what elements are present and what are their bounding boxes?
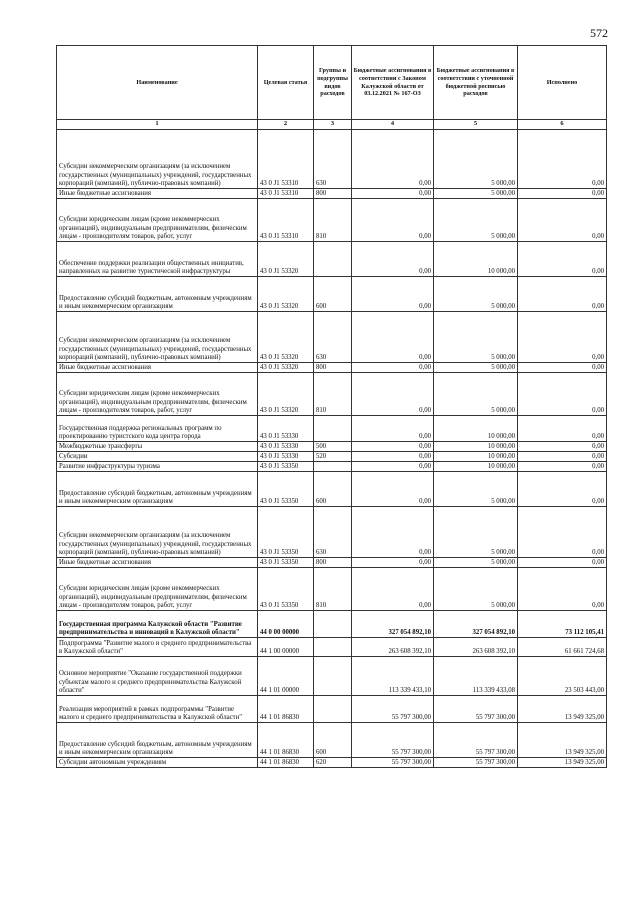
column-number: 6	[518, 120, 607, 130]
row-assign-updated: 5 000,00	[434, 277, 518, 312]
row-assign-law: 263 608 392,10	[352, 638, 434, 657]
row-assign-updated: 5 000,00	[434, 189, 518, 199]
table-row	[57, 416, 607, 442]
row-assign-law: 0,00	[352, 452, 434, 462]
row-group-code: 800	[314, 558, 352, 568]
table-row	[57, 758, 607, 768]
row-assign-law: 0,00	[352, 242, 434, 277]
row-assign-law: 0,00	[352, 568, 434, 611]
row-assign-updated: 55 797 300,00	[434, 758, 518, 768]
page-number: 572	[590, 26, 608, 40]
row-assign-updated: 10 000,00	[434, 242, 518, 277]
header-row	[57, 46, 607, 120]
row-executed: 0,00	[518, 130, 607, 189]
row-target-code: 43 0 J1 53320	[258, 373, 314, 416]
row-group-code: 800	[314, 363, 352, 373]
row-executed: 61 661 724,68	[518, 638, 607, 657]
row-group-code: 630	[314, 507, 352, 558]
table-row	[57, 696, 607, 723]
row-assign-updated: 55 797 300,00	[434, 723, 518, 758]
row-assign-law: 0,00	[352, 558, 434, 568]
table-row	[57, 568, 607, 611]
row-target-code: 43 0 J1 53310	[258, 189, 314, 199]
table-row	[57, 657, 607, 696]
table-row	[57, 363, 607, 373]
table-row	[57, 312, 607, 363]
row-name: Реализация мероприятий в рамках подпрограммы "Развитие малого и среднего предпринимательства в Калужской области"	[57, 696, 258, 723]
row-executed: 0,00	[518, 568, 607, 611]
row-assign-updated: 5 000,00	[434, 558, 518, 568]
row-assign-law: 0,00	[352, 416, 434, 442]
table-row	[57, 130, 607, 189]
row-group-code: 500	[314, 442, 352, 452]
row-name: Субсидии юридическим лицам (кроме некоммерческих организаций), индивидуальным предпринимателям, физическим лицам - производителям товаров, работ, услуг	[57, 568, 258, 611]
row-assign-law: 0,00	[352, 442, 434, 452]
row-executed: 0,00	[518, 199, 607, 242]
row-assign-law: 55 797 300,00	[352, 696, 434, 723]
row-assign-updated: 10 000,00	[434, 462, 518, 472]
row-assign-updated: 5 000,00	[434, 472, 518, 507]
row-name: Предоставление субсидий бюджетным, автономным учреждениям и иным некоммерческим организациям	[57, 723, 258, 758]
row-target-code: 43 0 J1 53320	[258, 277, 314, 312]
row-executed: 23 503 443,00	[518, 657, 607, 696]
row-group-code: 810	[314, 199, 352, 242]
table-row	[57, 242, 607, 277]
row-group-code	[314, 696, 352, 723]
row-group-code	[314, 242, 352, 277]
column-number: 5	[434, 120, 518, 130]
row-group-code: 620	[314, 758, 352, 768]
row-name: Иные бюджетные ассигнования	[57, 558, 258, 568]
row-name: Субсидии юридическим лицам (кроме некоммерческих организаций), индивидуальным предпринимателям, физическим лицам - производителям товаров, работ, услуг	[57, 199, 258, 242]
row-assign-updated: 5 000,00	[434, 130, 518, 189]
row-target-code: 44 1 00 00000	[258, 638, 314, 657]
row-executed: 0,00	[518, 277, 607, 312]
row-executed: 73 112 105,41	[518, 611, 607, 638]
column-number: 4	[352, 120, 434, 130]
row-assign-law: 0,00	[352, 462, 434, 472]
row-target-code: 43 0 J1 53310	[258, 130, 314, 189]
row-executed: 0,00	[518, 189, 607, 199]
row-assign-law: 113 339 433,10	[352, 657, 434, 696]
row-executed: 0,00	[518, 416, 607, 442]
table-row	[57, 558, 607, 568]
row-assign-updated: 327 054 892,10	[434, 611, 518, 638]
row-group-code	[314, 611, 352, 638]
header-executed: Исполнено	[518, 46, 607, 120]
header-assign-law: Бюджетные ассигнования в соответствии с Законом Калужской области от 03.12.2021 № 167-ОЗ	[352, 46, 434, 120]
row-group-code: 520	[314, 452, 352, 462]
row-executed: 13 949 325,00	[518, 758, 607, 768]
row-group-code: 600	[314, 277, 352, 312]
row-name: Субсидии	[57, 452, 258, 462]
column-numbers-row	[57, 120, 607, 130]
row-target-code: 43 0 J1 53320	[258, 363, 314, 373]
row-assign-law: 0,00	[352, 312, 434, 363]
row-assign-updated: 5 000,00	[434, 363, 518, 373]
row-target-code: 43 0 J1 53350	[258, 568, 314, 611]
row-group-code	[314, 657, 352, 696]
row-name: Основное мероприятие "Оказание государственной поддержки субъектам малого и среднего предпринимательства Калужской области"	[57, 657, 258, 696]
row-assign-law: 0,00	[352, 472, 434, 507]
row-group-code	[314, 416, 352, 442]
row-executed: 0,00	[518, 472, 607, 507]
table-row	[57, 452, 607, 462]
row-executed: 0,00	[518, 373, 607, 416]
row-name: Субсидии автономным учреждениям	[57, 758, 258, 768]
row-assign-law: 0,00	[352, 507, 434, 558]
row-name: Межбюджетные трансферты	[57, 442, 258, 452]
row-group-code: 600	[314, 723, 352, 758]
row-name: Развитие инфраструктуры туризма	[57, 462, 258, 472]
row-executed: 0,00	[518, 242, 607, 277]
table-row	[57, 277, 607, 312]
row-name: Государственная программа Калужской области "Развитие предпринимательства и инноваций в Калужской области"	[57, 611, 258, 638]
table-row	[57, 442, 607, 452]
row-assign-law: 0,00	[352, 363, 434, 373]
row-target-code: 43 0 J1 53330	[258, 452, 314, 462]
row-name: Субсидии некоммерческим организациям (за исключением государственных (муниципальных) учреждений, государственных корпораций (компаний), публично-правовых компаний)	[57, 130, 258, 189]
row-target-code: 43 0 J1 53320	[258, 312, 314, 363]
row-assign-updated: 5 000,00	[434, 507, 518, 558]
row-executed: 0,00	[518, 442, 607, 452]
row-name: Предоставление субсидий бюджетным, автономным учреждениям и иным некоммерческим организациям	[57, 277, 258, 312]
row-assign-law: 0,00	[352, 277, 434, 312]
row-executed: 0,00	[518, 462, 607, 472]
row-assign-updated: 55 797 300,00	[434, 696, 518, 723]
row-name: Предоставление субсидий бюджетным, автономным учреждениям и иным некоммерческим организациям	[57, 472, 258, 507]
row-group-code: 630	[314, 312, 352, 363]
row-assign-updated: 10 000,00	[434, 452, 518, 462]
row-assign-updated: 113 339 433,08	[434, 657, 518, 696]
row-group-code: 800	[314, 189, 352, 199]
row-assign-updated: 5 000,00	[434, 568, 518, 611]
header-target: Целевая статья	[258, 46, 314, 120]
row-target-code: 43 0 J1 53350	[258, 462, 314, 472]
table-row	[57, 723, 607, 758]
row-name: Субсидии некоммерческим организациям (за исключением государственных (муниципальных) учреждений, государственных корпораций (компаний), публично-правовых компаний)	[57, 312, 258, 363]
table-row	[57, 189, 607, 199]
row-assign-law: 55 797 300,00	[352, 723, 434, 758]
row-name: Субсидии некоммерческим организациям (за исключением государственных (муниципальных) учреждений, государственных корпораций (компаний), публично-правовых компаний)	[57, 507, 258, 558]
row-executed: 0,00	[518, 452, 607, 462]
row-executed: 13 949 325,00	[518, 696, 607, 723]
row-assign-updated: 263 608 392,10	[434, 638, 518, 657]
row-group-code: 630	[314, 130, 352, 189]
row-target-code: 44 1 01 00000	[258, 657, 314, 696]
row-target-code: 43 0 J1 53310	[258, 199, 314, 242]
row-target-code: 43 0 J1 53350	[258, 558, 314, 568]
table-row	[57, 507, 607, 558]
row-name: Иные бюджетные ассигнования	[57, 189, 258, 199]
row-executed: 0,00	[518, 507, 607, 558]
row-assign-updated: 10 000,00	[434, 442, 518, 452]
row-executed: 13 949 325,00	[518, 723, 607, 758]
row-assign-law: 0,00	[352, 373, 434, 416]
row-assign-updated: 5 000,00	[434, 373, 518, 416]
row-executed: 0,00	[518, 363, 607, 373]
row-executed: 0,00	[518, 312, 607, 363]
row-target-code: 44 1 01 86830	[258, 758, 314, 768]
row-target-code: 43 0 J1 53330	[258, 442, 314, 452]
row-assign-updated: 5 000,00	[434, 199, 518, 242]
table-row	[57, 611, 607, 638]
row-target-code: 43 0 J1 53350	[258, 507, 314, 558]
row-target-code: 44 1 01 86830	[258, 696, 314, 723]
row-group-code: 810	[314, 568, 352, 611]
table-row	[57, 472, 607, 507]
row-group-code: 600	[314, 472, 352, 507]
row-group-code: 810	[314, 373, 352, 416]
table-row	[57, 373, 607, 416]
row-name: Обеспечение поддержки реализации общественных инициатив, направленных на развитие туристической инфраструктуры	[57, 242, 258, 277]
table-row	[57, 199, 607, 242]
row-assign-updated: 5 000,00	[434, 312, 518, 363]
budget-table	[56, 45, 607, 768]
row-target-code: 43 0 J1 53320	[258, 242, 314, 277]
table-body	[57, 130, 607, 768]
row-assign-law: 327 054 892,10	[352, 611, 434, 638]
table-row	[57, 462, 607, 472]
header-assign-updated: Бюджетные ассигнования в соответствии с уточненной бюджетной росписью расходов	[434, 46, 518, 120]
row-assign-updated: 10 000,00	[434, 416, 518, 442]
row-target-code: 44 1 01 86830	[258, 723, 314, 758]
header-name: Наименование	[57, 46, 258, 120]
row-group-code	[314, 462, 352, 472]
row-group-code	[314, 638, 352, 657]
row-assign-law: 0,00	[352, 130, 434, 189]
row-target-code: 43 0 J1 53330	[258, 416, 314, 442]
row-executed: 0,00	[518, 558, 607, 568]
column-number: 1	[57, 120, 258, 130]
row-name: Иные бюджетные ассигнования	[57, 363, 258, 373]
column-number: 3	[314, 120, 352, 130]
row-assign-law: 55 797 300,00	[352, 758, 434, 768]
row-target-code: 43 0 J1 53350	[258, 472, 314, 507]
row-name: Субсидии юридическим лицам (кроме некоммерческих организаций), индивидуальным предпринимателям, физическим лицам - производителям товаров, работ, услуг	[57, 373, 258, 416]
header-groups: Группы и подгруппы видов расходов	[314, 46, 352, 120]
row-name: Подпрограмма "Развитие малого и среднего предпринимательства в Калужской области"	[57, 638, 258, 657]
column-number: 2	[258, 120, 314, 130]
row-target-code: 44 0 00 00000	[258, 611, 314, 638]
row-name: Государственная поддержка региональных программ по проектированию туристского кода центра города	[57, 416, 258, 442]
row-assign-law: 0,00	[352, 189, 434, 199]
table-row	[57, 638, 607, 657]
row-assign-law: 0,00	[352, 199, 434, 242]
